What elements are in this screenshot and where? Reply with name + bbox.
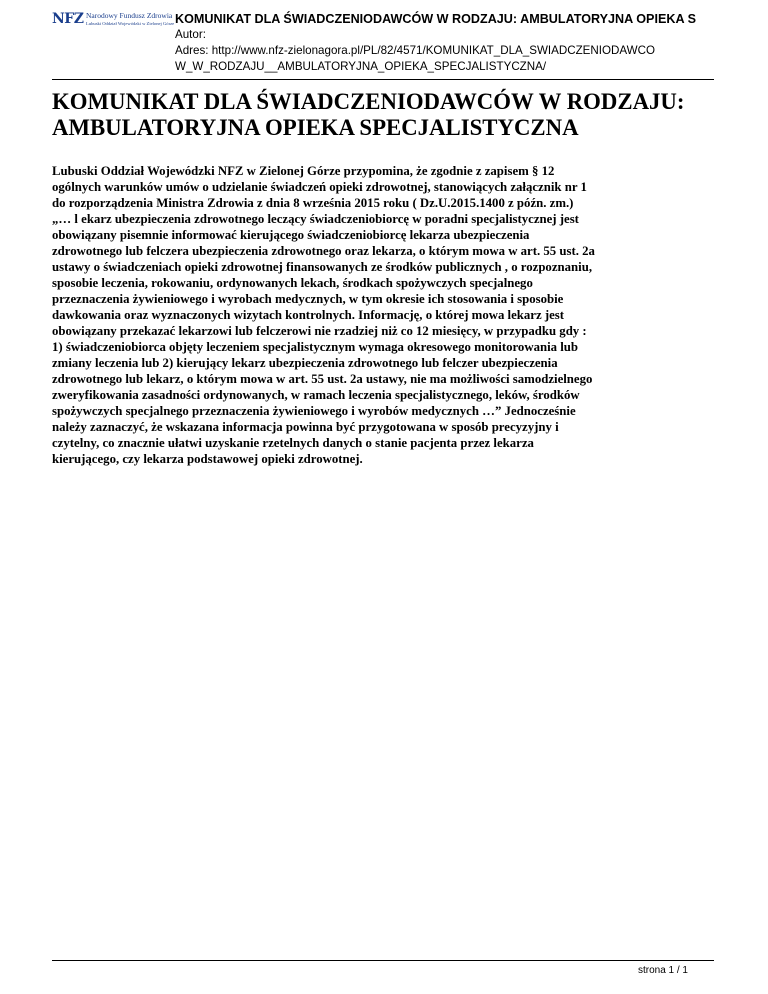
body-line: obowiązany przekazać lekarzowi lub felczerowi nie rzadziej niż co 12 miesięcy, w przypadku gdy : bbox=[52, 324, 587, 338]
header-divider bbox=[52, 79, 714, 80]
body-line: ogólnych warunków umów o udzielanie świadczeń opieki zdrowotnej, stanowiących załącznik nr 1 bbox=[52, 180, 587, 194]
page-header bbox=[52, 10, 768, 80]
document-title bbox=[52, 89, 722, 141]
body-line: dawkowania oraz wyznaczonych wizytach kontrolnych. Informację, o której mowa lekarz jest bbox=[52, 308, 565, 322]
header-address-line1[interactable]: Adres: http://www.nfz-zielonagora.pl/PL/82/4571/KOMUNIKAT_DLA_SWIADCZENIODAWCO bbox=[175, 44, 656, 57]
body-line: zmiany leczenia lub 2) kierujący lekarz ubezpieczenia zdrowotnego lub felczer ubezpieczenia bbox=[52, 356, 558, 370]
body-line: przeznaczenia żywieniowego i wyrobach medycznych, w tym okresie ich stosowania i sposobie bbox=[52, 292, 564, 306]
page-number: strona 1 / 1 bbox=[637, 965, 688, 976]
body-line: kierującego, czy lekarza podstawowej opieki zdrowotnej. bbox=[52, 452, 363, 466]
nfz-logo-line2: Lubuski Oddział Wojewódzki w Zielonej Górze bbox=[86, 21, 175, 26]
body-line: „… l ekarz ubezpieczenia zdrowotnego leczący świadczeniobiorcę w poradni specjalistycznej jest bbox=[52, 212, 579, 226]
body-line: zdrowotnego lub felczera ubezpieczenia zdrowotnego oraz lekarza, o którym mowa w art. 55 ust. 2a bbox=[52, 244, 595, 258]
body-line: należy zaznaczyć, że wskazana informacja powinna być przygotowana w sposób precyzyjny i bbox=[52, 420, 559, 434]
body-line: Lubuski Oddział Wojewódzki NFZ w Zielonej Górze przypomina, że zgodnie z zapisem § 12 bbox=[52, 164, 555, 178]
body-line: zdrowotnego lub lekarz, o którym mowa w art. 55 ust. 2a ustawy, nie ma możliwości samodzielnego bbox=[52, 372, 593, 386]
header-author: Autor: bbox=[175, 28, 206, 41]
body-line: spożywczych specjalnego przeznaczenia żywieniowego i wyrobów medycznych …” Jednocześnie bbox=[52, 404, 576, 418]
nfz-logo bbox=[52, 10, 175, 38]
body-line: 1) świadczeniobiorca objęty leczeniem specjalistycznym wymaga okresowego monitorowania lub bbox=[52, 340, 579, 354]
header-title: KOMUNIKAT DLA ŚWIADCZENIODAWCÓW W RODZAJU: AMBULATORYJNA OPIEKA S bbox=[175, 12, 696, 26]
document-body bbox=[52, 163, 722, 467]
footer-divider bbox=[52, 960, 714, 961]
body-line: czytelny, co znacznie ułatwi uzyskanie rzetelnych danych o stanie pacjenta przez lekarza bbox=[52, 436, 534, 450]
header-meta bbox=[175, 11, 768, 75]
body-line: sposobie leczenia, rokowaniu, ordynowanych lekach, środkach spożywczych specjalnego bbox=[52, 276, 533, 290]
nfz-logo-text bbox=[86, 11, 175, 28]
nfz-logo-line1: Narodowy Fundusz Zdrowia bbox=[86, 11, 173, 20]
body-line: do rozporządzenia Ministra Zdrowia z dnia 8 września 2015 roku ( Dz.U.2015.1400 z późn. zm.) bbox=[52, 196, 574, 210]
document-title-line1: KOMUNIKAT DLA ŚWIADCZENIODAWCÓW W RODZAJU: bbox=[52, 89, 685, 114]
header-address-line2[interactable]: W_W_RODZAJU__AMBULATORYJNA_OPIEKA_SPECJALISTYCZNA/ bbox=[175, 60, 547, 73]
body-line: obowiązany pisemnie informować kierującego świadczeniobiorcę lekarza ubezpieczenia bbox=[52, 228, 530, 242]
document-title-line2: AMBULATORYJNA OPIEKA SPECJALISTYCZNA bbox=[52, 115, 579, 140]
body-line: zweryfikowania zasadności ordynowanych, w ramach leczenia specjalistycznego, leków, środków bbox=[52, 388, 580, 402]
nfz-logo-mark: NFZ bbox=[52, 11, 84, 27]
body-line: ustawy o świadczeniach opieki zdrowotnej finansowanych ze środków publicznych , o rozpoznaniu, bbox=[52, 260, 593, 274]
